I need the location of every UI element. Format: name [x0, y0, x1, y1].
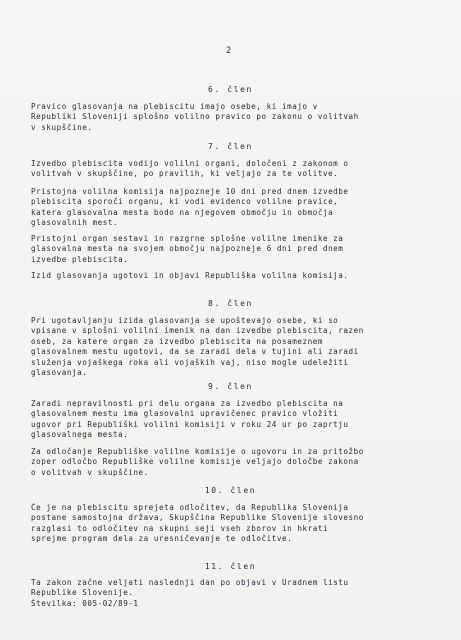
article-paragraph — [31, 447, 433, 478]
text-line: Republiki Sloveniji splošno volilno pravico po zakonu o volitvah — [31, 112, 359, 122]
text-line: služenja vojaškega roka ali vojaških vaj, niso mogle udeležiti — [31, 357, 349, 367]
text-line: katera glasovalna mesta bodo na njegovem območju in območja — [31, 207, 334, 217]
article-heading: 8. člen — [208, 299, 253, 308]
page-number: 2 — [226, 46, 232, 56]
article-paragraph — [31, 271, 433, 281]
text-line: Pristojna volilna komisija najpozneje 10 dni pred dnem izvedbe — [31, 187, 349, 196]
document-number: Številka: 005-02/89-1 — [31, 598, 139, 608]
article-heading: 9. člen — [208, 382, 253, 391]
article-paragraph — [31, 399, 433, 441]
text-line: razglasi to odločitev na skupni seji vseh zborov in hkrati — [31, 523, 329, 533]
text-line: Če je na plebiscitu sprejeta odločitev, da Republika Slovenija — [31, 503, 349, 512]
article-paragraph — [31, 234, 433, 265]
article-paragraph — [31, 578, 433, 609]
text-line: zoper odločbo Republiške volilne komisije veljajo določbe zakona — [31, 457, 359, 467]
text-line: Izid glasovanja ugotovi in objavi Republiška volilna komisija. — [31, 271, 349, 280]
text-line: ugovor pri Republiški volilni komisiji v roku 24 ur po zaprtju — [31, 419, 349, 429]
text-line: vpisane v splošni volilni imenik na dan izvedbe plebiscita, razen — [31, 326, 364, 336]
article-paragraph — [31, 187, 433, 229]
article-paragraph — [31, 316, 433, 378]
text-line: oseb, za katere organ za izvedbo plebiscita na posameznem — [31, 336, 323, 346]
text-line: plebiscita sporoči organu, ki vodi evidenco volilne pravice, — [31, 197, 339, 207]
article-paragraph — [31, 102, 433, 133]
text-line: glasovalnih mest. — [31, 218, 119, 228]
text-line: Ta zakon začne veljati naslednji dan po objavi v Uradnem listu — [31, 578, 349, 587]
text-line: volitvah v skupščine, po pravilih, ki veljajo za te volitve. — [31, 169, 339, 179]
article-heading: 7. člen — [208, 142, 253, 151]
text-line: Zaradi nepravilnosti pri delu organa za izvedbo plebiscita na — [31, 399, 344, 408]
text-line: glasovalna mesta na svojem območju najpozneje 6 dni pred dnem — [31, 244, 344, 254]
text-line: Pravico glasovanja na plebiscitu imajo osebe, ki imajo v — [31, 102, 318, 111]
article-paragraph — [31, 159, 433, 180]
text-line: Pristojni organ sestavi in razgrne splošne volilne imenike za — [31, 234, 344, 243]
text-line: glasovalnem mestu ima glasovalni upravičenec pravico vložiti — [31, 409, 339, 419]
article-heading: 10. člen — [204, 486, 257, 495]
text-line: Pri ugotavljanju izida glasovanja se upoštevajo osebe, ki so — [31, 316, 339, 325]
text-line: Za odločanje Republiške volilne komisije o ugovoru in za pritožbo — [31, 447, 364, 456]
text-line: Izvedbo plebiscita vodijo volilni organi, določeni z zakonom o — [31, 159, 349, 168]
text-line: glasovalnem mestu ugotovi, da se zaradi dela v tujini ali zaradi — [31, 347, 359, 357]
text-line: o volitvah v skupščine. — [31, 467, 149, 477]
text-line: Republike Slovenije. — [31, 588, 134, 598]
text-line: postane samostojna država, Skupščina Republike Slovenije slovesno — [31, 513, 364, 523]
text-line: glasovalnega mesta. — [31, 430, 129, 440]
text-line: v skupščine. — [31, 122, 93, 132]
text-line: glasovanja. — [31, 368, 88, 378]
text-line: sprejme program dela za uresničevanje te odločitve. — [31, 534, 293, 544]
article-heading: 11. člen — [204, 562, 257, 571]
article-heading: 6. člen — [208, 85, 253, 94]
article-paragraph — [31, 503, 433, 545]
text-line: izvedbe plebiscita. — [31, 254, 129, 264]
